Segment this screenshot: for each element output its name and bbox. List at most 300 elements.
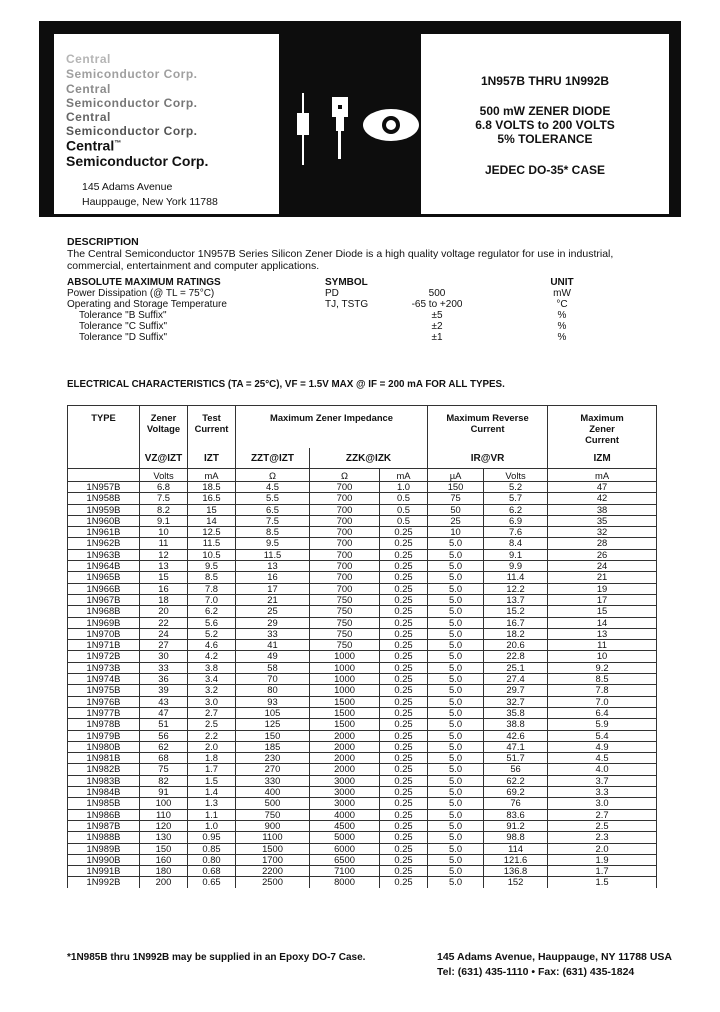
table-row [68, 866, 657, 877]
table-cell: 5.0 [428, 606, 484, 617]
table-cell: 1000 [310, 674, 380, 685]
table-cell: 9.9 [484, 561, 548, 572]
table-cell: 5.0 [428, 651, 484, 662]
table-cell: 14 [548, 617, 657, 628]
table-cell: 1N989B [68, 843, 140, 854]
table-cell: 10 [428, 527, 484, 538]
table-cell: 2.0 [548, 843, 657, 854]
table-cell: 8.5 [548, 674, 657, 685]
table-cell: 1N985B [68, 798, 140, 809]
table-cell: 125 [236, 719, 310, 730]
table-cell: 750 [310, 617, 380, 628]
table-cell: 1N984B [68, 787, 140, 798]
logo-ghost-text: Semiconductor Corp. [66, 124, 198, 138]
title-panel [421, 34, 669, 214]
table-cell: 700 [310, 583, 380, 594]
sym-vz: VZ@IZT [140, 448, 188, 469]
table-cell: 18 [140, 594, 188, 605]
rating-row [67, 310, 627, 321]
table-cell: 35.8 [484, 707, 548, 718]
unit-volts: Volts [140, 469, 188, 482]
table-cell: 51 [140, 719, 188, 730]
table-cell: 0.25 [380, 741, 428, 752]
rating-value: ±5 [431, 310, 443, 321]
description-text: The Central Semiconductor 1N957B Series Silicon Zener Diode is a high quality voltage regulator for use in industrial, commercial, entertainment and computer applications. [67, 248, 614, 272]
table-cell: 0.25 [380, 877, 428, 888]
table-cell: 700 [310, 549, 380, 560]
table-cell: 1N988B [68, 832, 140, 843]
table-cell: 7.0 [188, 594, 236, 605]
table-cell: 1500 [310, 719, 380, 730]
table-cell: 3000 [310, 787, 380, 798]
table-cell: 5.6 [188, 617, 236, 628]
table-cell: 70 [236, 674, 310, 685]
table-cell: 15.2 [484, 606, 548, 617]
unit-ohm: Ω [310, 469, 380, 482]
table-row [68, 719, 657, 730]
table-cell: 14 [188, 515, 236, 526]
rating-row [67, 288, 627, 299]
table-cell: 0.85 [188, 843, 236, 854]
table-cell: 1N960B [68, 515, 140, 526]
trademark: ™ [114, 140, 122, 147]
table-cell: 58 [236, 662, 310, 673]
table-cell: 121.6 [484, 854, 548, 865]
sym-ir: IR@VR [428, 448, 548, 469]
table-cell: 900 [236, 820, 310, 831]
unit-ma: mA [188, 469, 236, 482]
table-cell: 0.5 [380, 515, 428, 526]
table-row [68, 674, 657, 685]
table-cell: 3000 [310, 798, 380, 809]
table-cell: 2200 [236, 866, 310, 877]
table-cell: 1.0 [380, 482, 428, 493]
table-cell: 5.0 [428, 640, 484, 651]
col-max-reverse: Maximum Reverse Current [428, 406, 548, 449]
table-cell: 33 [236, 628, 310, 639]
table-cell: 8.5 [188, 572, 236, 583]
table-cell: 1N976B [68, 696, 140, 707]
table-cell: 47 [548, 482, 657, 493]
rating-symbol: PD [325, 288, 339, 299]
company-address [82, 180, 218, 210]
table-cell: 1N969B [68, 617, 140, 628]
table-cell: 5.0 [428, 572, 484, 583]
rating-unit: % [557, 332, 567, 343]
table-cell: 5.0 [428, 594, 484, 605]
table-cell: 80 [236, 685, 310, 696]
table-cell: 75 [428, 493, 484, 504]
table-cell: 500 [236, 798, 310, 809]
table-row [68, 707, 657, 718]
table-cell: 0.25 [380, 594, 428, 605]
table-cell: 0.25 [380, 798, 428, 809]
table-row [68, 854, 657, 865]
table-cell: 38 [548, 504, 657, 515]
table-cell: 1.7 [548, 866, 657, 877]
col-type: TYPE [68, 406, 140, 469]
table-cell: 15 [140, 572, 188, 583]
table-cell: 0.25 [380, 628, 428, 639]
table-cell: 25.1 [484, 662, 548, 673]
table-cell: 29 [236, 617, 310, 628]
rating-param: Operating and Storage Temperature [67, 299, 227, 310]
sym-zzk: ZZK@IZK [310, 448, 428, 469]
table-cell: 0.25 [380, 866, 428, 877]
table-row [68, 832, 657, 843]
table-cell: 16 [140, 583, 188, 594]
table-cell: 2.0 [188, 741, 236, 752]
table-cell: 39 [140, 685, 188, 696]
table-cell: 1N978B [68, 719, 140, 730]
logo-ghost-text: Central [66, 52, 111, 66]
table-cell: 75 [140, 764, 188, 775]
table-cell: 0.68 [188, 866, 236, 877]
rating-param: Tolerance "B Suffix" [79, 310, 167, 321]
symbol-header: SYMBOL [325, 277, 368, 288]
table-cell: 100 [140, 798, 188, 809]
table-row [68, 515, 657, 526]
table-cell: 1000 [310, 651, 380, 662]
sym-zzt: ZZT@IZT [236, 448, 310, 469]
to92-package-icon [332, 97, 348, 159]
company-name [66, 136, 208, 169]
unit-ua: µA [428, 469, 484, 482]
table-cell: 68 [140, 753, 188, 764]
table-cell: 7100 [310, 866, 380, 877]
table-cell: 1N986B [68, 809, 140, 820]
table-cell: 0.25 [380, 787, 428, 798]
table-cell: 1.5 [548, 877, 657, 888]
footnote: *1N985B thru 1N992B may be supplied in an Epoxy DO-7 Case. [67, 952, 366, 963]
table-cell: 6.9 [484, 515, 548, 526]
table-cell: 5.0 [428, 561, 484, 572]
table-cell: 0.25 [380, 561, 428, 572]
table-cell: 5.0 [428, 730, 484, 741]
table-cell: 6.2 [484, 504, 548, 515]
table-cell: 2.7 [548, 809, 657, 820]
table-cell: 5.9 [548, 719, 657, 730]
table-cell: 42.6 [484, 730, 548, 741]
table-cell: 41 [236, 640, 310, 651]
table-cell: 18.5 [188, 482, 236, 493]
table-cell: 43 [140, 696, 188, 707]
table-row [68, 798, 657, 809]
table-row [68, 843, 657, 854]
table-cell: 5.0 [428, 741, 484, 752]
table-cell: 5.0 [428, 809, 484, 820]
table-row [68, 741, 657, 752]
table-cell: 2.7 [188, 707, 236, 718]
table-cell: 750 [310, 606, 380, 617]
table-cell: 26 [548, 549, 657, 560]
table-cell: 69.2 [484, 787, 548, 798]
table-cell: 11 [140, 538, 188, 549]
table-cell: 150 [236, 730, 310, 741]
table-cell: 29.7 [484, 685, 548, 696]
table-cell: 5.0 [428, 674, 484, 685]
table-cell: 25 [428, 515, 484, 526]
table-cell: 98.8 [484, 832, 548, 843]
table-cell: 0.25 [380, 538, 428, 549]
table-cell: 1N972B [68, 651, 140, 662]
table-cell: 750 [236, 809, 310, 820]
table-cell: 1N991B [68, 866, 140, 877]
table-cell: 1N990B [68, 854, 140, 865]
footer-address: 145 Adams Avenue, Hauppauge, NY 11788 USA [437, 951, 672, 963]
table-cell: 1N965B [68, 572, 140, 583]
table-cell: 25 [236, 606, 310, 617]
table-cell: 0.5 [380, 493, 428, 504]
table-cell: 0.25 [380, 685, 428, 696]
table-cell: 3.0 [188, 696, 236, 707]
table-cell: 5.0 [428, 764, 484, 775]
table-row [68, 606, 657, 617]
table-cell: 30 [140, 651, 188, 662]
col-max-zener-current: Maximum Zener Current [548, 406, 657, 449]
table-cell: 1N983B [68, 775, 140, 786]
table-cell: 6.4 [548, 707, 657, 718]
table-cell: 1N968B [68, 606, 140, 617]
table-cell: 11 [548, 640, 657, 651]
table-cell: 1N974B [68, 674, 140, 685]
table-cell: 17 [236, 583, 310, 594]
table-row [68, 696, 657, 707]
table-cell: 0.25 [380, 719, 428, 730]
table-cell: 5.0 [428, 787, 484, 798]
table-cell: 12.2 [484, 583, 548, 594]
table-cell: 0.25 [380, 674, 428, 685]
table-cell: 7.0 [548, 696, 657, 707]
table-cell: 136.8 [484, 866, 548, 877]
table-row [68, 628, 657, 639]
table-cell: 5.0 [428, 753, 484, 764]
table-cell: 185 [236, 741, 310, 752]
table-cell: 36 [140, 674, 188, 685]
unit-volts: Volts [484, 469, 548, 482]
rating-unit: mW [553, 288, 571, 299]
unit-ma: mA [380, 469, 428, 482]
table-row [68, 527, 657, 538]
table-cell: 10 [140, 527, 188, 538]
sym-izt: IZT [188, 448, 236, 469]
table-cell: 1.9 [548, 854, 657, 865]
table-cell: 16 [236, 572, 310, 583]
electrical-table [67, 405, 657, 888]
table-cell: 700 [310, 572, 380, 583]
col-max-impedance: Maximum Zener Impedance [236, 406, 428, 449]
table-cell: 16.5 [188, 493, 236, 504]
table-cell: 49 [236, 651, 310, 662]
table-cell: 5.0 [428, 775, 484, 786]
table-row [68, 538, 657, 549]
table-cell: 1100 [236, 832, 310, 843]
table-cell: 750 [310, 594, 380, 605]
table-cell: 6.8 [140, 482, 188, 493]
address-street: 145 Adams Avenue [82, 181, 173, 193]
table-cell: 9.5 [188, 561, 236, 572]
table-cell: 0.25 [380, 651, 428, 662]
table-cell: 5.4 [548, 730, 657, 741]
table-cell: 28 [548, 538, 657, 549]
table-row [68, 775, 657, 786]
company-name-line1: Central [66, 137, 115, 154]
spec-tolerance: 5% TOLERANCE [497, 132, 593, 146]
table-cell: 21 [236, 594, 310, 605]
table-cell: 2.3 [548, 832, 657, 843]
table-cell: 47.1 [484, 741, 548, 752]
table-cell: 0.25 [380, 662, 428, 673]
electrical-table-wrap [67, 405, 656, 888]
table-cell: 150 [428, 482, 484, 493]
table-cell: 1N987B [68, 820, 140, 831]
table-cell: 62.2 [484, 775, 548, 786]
table-cell: 4.9 [548, 741, 657, 752]
table-cell: 5.0 [428, 707, 484, 718]
footer-phone: Tel: (631) 435-1110 • Fax: (631) 435-1824 [437, 966, 635, 978]
table-cell: 180 [140, 866, 188, 877]
table-cell: 5.0 [428, 877, 484, 888]
table-cell: 1N975B [68, 685, 140, 696]
table-cell: 42 [548, 493, 657, 504]
table-cell: 5.0 [428, 832, 484, 843]
table-cell: 13 [140, 561, 188, 572]
case-type: JEDEC DO-35* CASE [484, 163, 606, 177]
table-cell: 5.0 [428, 549, 484, 560]
col-test-current: Test Current [188, 406, 236, 449]
unit-ma: mA [548, 469, 657, 482]
table-cell: 1N977B [68, 707, 140, 718]
col-zener-voltage: Zener Voltage [140, 406, 188, 449]
table-row [68, 549, 657, 560]
table-cell: 15 [548, 606, 657, 617]
sym-izm: IZM [548, 448, 657, 469]
logo-panel [54, 34, 279, 214]
table-row [68, 787, 657, 798]
table-row [68, 809, 657, 820]
table-cell: 152 [484, 877, 548, 888]
table-cell: 5.0 [428, 538, 484, 549]
table-row [68, 561, 657, 572]
table-cell: 5.0 [428, 628, 484, 639]
table-cell: 3.4 [188, 674, 236, 685]
table-cell: 7.8 [188, 583, 236, 594]
table-cell: 47 [140, 707, 188, 718]
table-cell: 1N967B [68, 594, 140, 605]
table-cell: 1700 [236, 854, 310, 865]
table-cell: 750 [310, 640, 380, 651]
do35-package-icon [297, 93, 309, 165]
table-cell: 105 [236, 707, 310, 718]
table-cell: 5.2 [188, 628, 236, 639]
description-title: DESCRIPTION [67, 236, 139, 248]
table-cell: 56 [140, 730, 188, 741]
table-cell: 27.4 [484, 674, 548, 685]
table-cell: 7.6 [484, 527, 548, 538]
table-cell: 200 [140, 877, 188, 888]
table-cell: 76 [484, 798, 548, 809]
table-cell: 11.4 [484, 572, 548, 583]
table-cell: 4.0 [548, 764, 657, 775]
rating-row [67, 332, 627, 343]
table-cell: 82 [140, 775, 188, 786]
table-cell: 0.25 [380, 809, 428, 820]
table-cell: 3000 [310, 775, 380, 786]
ratings-header [67, 277, 627, 288]
table-cell: 400 [236, 787, 310, 798]
table-cell: 6.5 [236, 504, 310, 515]
table-cell: 150 [140, 843, 188, 854]
table-cell: 93 [236, 696, 310, 707]
table-cell: 330 [236, 775, 310, 786]
table-cell: 1000 [310, 662, 380, 673]
spec-power: 500 mW ZENER DIODE [479, 104, 611, 118]
table-cell: 0.25 [380, 753, 428, 764]
table-cell: 1N962B [68, 538, 140, 549]
table-cell: 0.25 [380, 527, 428, 538]
unit-type [68, 469, 140, 482]
table-cell: 3.8 [188, 662, 236, 673]
table-cell: 8.2 [140, 504, 188, 515]
table-cell: 1.4 [188, 787, 236, 798]
table-cell: 0.25 [380, 572, 428, 583]
table-cell: 1.3 [188, 798, 236, 809]
table-row [68, 651, 657, 662]
table-cell: 6500 [310, 854, 380, 865]
table-cell: 5.0 [428, 854, 484, 865]
to3-package-icon [363, 109, 419, 141]
table-cell: 13 [236, 561, 310, 572]
company-name-line2: Semiconductor Corp. [66, 152, 209, 169]
table-cell: 1500 [310, 696, 380, 707]
table-cell: 120 [140, 820, 188, 831]
part-range: 1N957B THRU 1N992B [480, 74, 610, 88]
table-cell: 700 [310, 515, 380, 526]
table-cell: 0.25 [380, 832, 428, 843]
table-cell: 18.2 [484, 628, 548, 639]
spec-voltage: 6.8 VOLTS to 200 VOLTS [475, 118, 615, 132]
table-row [68, 493, 657, 504]
unit-header: UNIT [550, 277, 574, 288]
table-cell: 0.25 [380, 843, 428, 854]
table-cell: 700 [310, 538, 380, 549]
table-cell: 83.6 [484, 809, 548, 820]
table-cell: 33 [140, 662, 188, 673]
rating-unit: °C [556, 299, 568, 310]
table-row [68, 764, 657, 775]
table-cell: 8.5 [236, 527, 310, 538]
table-cell: 1N958B [68, 493, 140, 504]
electrical-title: ELECTRICAL CHARACTERISTICS (TA = 25°C), VF = 1.5V MAX @ IF = 200 mA FOR ALL TYPES. [67, 379, 505, 390]
table-cell: 32 [548, 527, 657, 538]
table-cell: 15 [188, 504, 236, 515]
rating-value: ±2 [431, 321, 443, 332]
table-cell: 230 [236, 753, 310, 764]
table-cell: 22.8 [484, 651, 548, 662]
table-cell: 50 [428, 504, 484, 515]
footer-address-block [437, 950, 672, 980]
table-cell: 0.25 [380, 617, 428, 628]
table-cell: 4.2 [188, 651, 236, 662]
table-cell: 91 [140, 787, 188, 798]
electrical-table-body [68, 482, 657, 888]
table-cell: 7.8 [548, 685, 657, 696]
table-row [68, 594, 657, 605]
table-cell: 0.25 [380, 730, 428, 741]
table-cell: 20 [140, 606, 188, 617]
table-cell: 2.2 [188, 730, 236, 741]
table-cell: 0.25 [380, 707, 428, 718]
